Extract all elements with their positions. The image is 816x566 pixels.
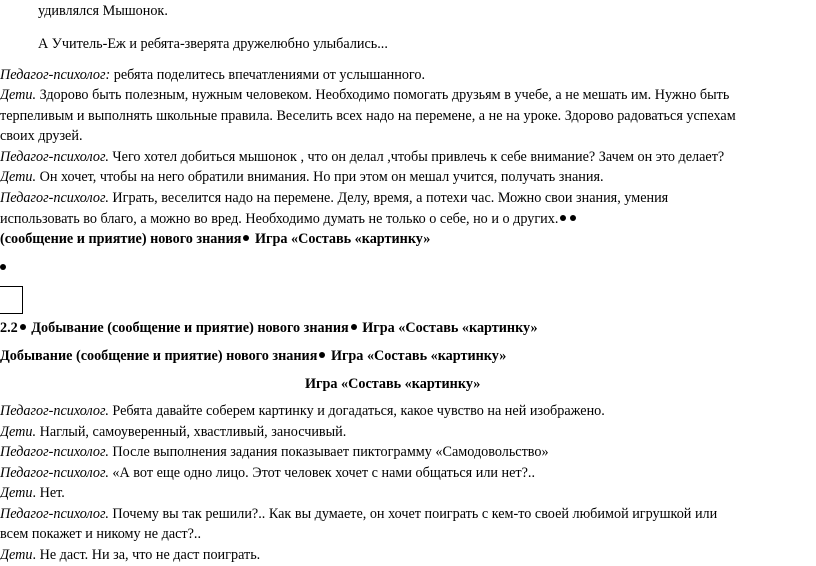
text-line-7 — [0, 149, 724, 166]
section-heading-2-2 — [0, 320, 538, 337]
line-text: Добывание (сообщение и приятие) нового знания — [0, 348, 318, 364]
line-text: «А вот еще одно лицо. Этот человек хочет с нами общаться или нет?.. — [108, 465, 536, 481]
speaker-label: Дети — [0, 547, 33, 563]
text-line-17 — [0, 444, 549, 461]
section-subheading — [0, 348, 506, 365]
line-text: Добывание (сообщение и приятие) нового знания — [27, 320, 349, 336]
line-text: Игра «Составь «картинку» — [358, 320, 538, 336]
speaker-label: Педагог-психолог: — [0, 67, 111, 83]
text-line-3 — [0, 67, 425, 84]
text-line-20 — [0, 506, 717, 523]
line-text: Играть, веселится надо на перемене. Делу, время, а потехи час. Можно свои знания, умения — [108, 190, 669, 206]
text-line-9 — [0, 190, 668, 207]
line-text: . Не даст. Ни за, что не даст поиграть. — [32, 547, 261, 563]
bullet-icon — [243, 235, 249, 241]
line-text: ребята поделитесь впечатлениями от услышанного. — [110, 67, 426, 83]
line-text: Игра «Составь «картинку» — [327, 348, 507, 364]
text-line-16 — [0, 424, 346, 441]
text-line-10 — [0, 211, 578, 228]
text-line-8 — [0, 169, 604, 186]
bullet-icon — [351, 324, 357, 330]
text-line-18 — [0, 465, 535, 482]
section-number: 2.2 — [0, 320, 18, 336]
text-line-6: своих друзей. — [0, 128, 83, 144]
line-text: Он хочет, чтобы на него обратили внимания. Но при этом он мешал учится, получать знания. — [36, 169, 604, 185]
stray-bullet — [0, 260, 8, 277]
bullet-icon — [560, 215, 566, 221]
speaker-label: Дети — [0, 485, 33, 501]
bullet-icon — [570, 215, 576, 221]
line-text: После выполнения задания показывает пиктограмму «Самодовольство» — [108, 444, 549, 460]
line-text: . Нет. — [32, 485, 65, 501]
text-line-1: удивлялся Мышонок. — [38, 3, 168, 19]
text-line-15 — [0, 403, 605, 420]
text-line-19 — [0, 485, 65, 502]
line-text: Ребята давайте соберем картинку и догадаться, какое чувство на ней изображено. — [108, 403, 605, 419]
bullet-icon — [20, 324, 26, 330]
text-line-5: терпеливым и выполнять школьные правила. Веселить всех надо на перемене, а не на уроке. Здорово радоваться успехам — [0, 108, 736, 124]
text-line-11 — [0, 231, 430, 248]
line-text: использовать во благо, а можно во вред. Необходимо думать не только о себе, но и о других. — [0, 211, 559, 227]
text-line-2: А Учитель-Еж и ребята-зверята дружелюбно улыбались... — [38, 36, 388, 52]
speaker-label: Педагог-психолог. — [0, 149, 109, 165]
text-line-22 — [0, 547, 260, 564]
line-text: Наглый, самоуверенный, хвастливый, заносчивый. — [36, 424, 347, 440]
game-title: Игра «Составь «картинку» — [305, 376, 481, 392]
speaker-label: Педагог-психолог. — [0, 190, 109, 206]
line-text: Чего хотел добиться мышонок , что он делал ,чтобы привлечь к себе внимание? Зачем он это делает? — [108, 149, 725, 165]
line-text: Игра «Составь «картинку» — [251, 231, 431, 247]
speaker-label: Педагог-психолог. — [0, 506, 109, 522]
speaker-label: Педагог-психолог. — [0, 444, 109, 460]
line-text: Почему вы так решили?.. Как вы думаете, он хочет поиграть с кем-то своей любимой игрушкой или — [108, 506, 718, 522]
line-text: (сообщение и приятие) нового знания — [0, 231, 242, 247]
speaker-label: Педагог-психолог. — [0, 465, 109, 481]
text-line-21: всем покажет и никому не даст?.. — [0, 526, 202, 542]
speaker-label: Дети. — [0, 87, 37, 103]
empty-frame — [0, 286, 23, 314]
speaker-label: Педагог-психолог. — [0, 403, 109, 419]
bullet-icon — [319, 352, 325, 358]
speaker-label: Дети. — [0, 424, 37, 440]
text-line-4 — [0, 87, 729, 104]
bullet-icon — [0, 264, 6, 270]
speaker-label: Дети. — [0, 169, 37, 185]
line-text: Здорово быть полезным, нужным человеком. Необходимо помогать друзьям в учебе, а не мешать им. Нужно быть — [36, 87, 730, 103]
